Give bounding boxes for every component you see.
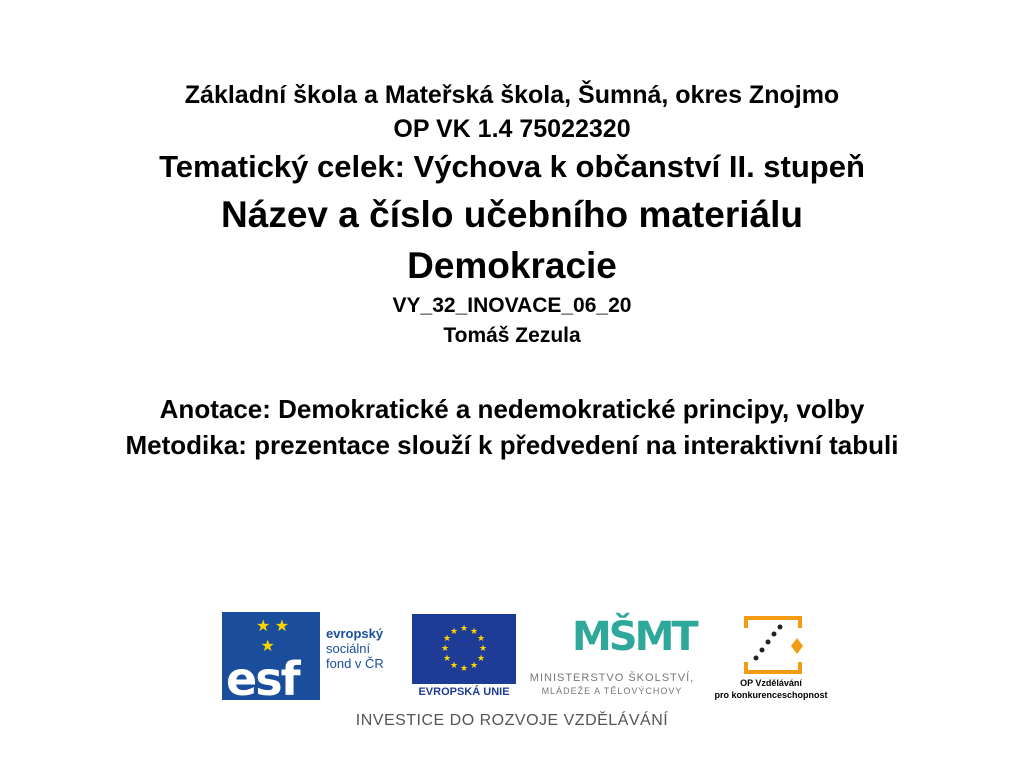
esf-caption — [326, 626, 384, 671]
esf-mark: esf — [226, 652, 299, 706]
theme-line: Tematický celek: Výchova k občanství II. stupeň — [159, 149, 865, 184]
esf-logo — [222, 612, 402, 706]
msmt-mark: MŠMT — [572, 614, 696, 660]
esf-logo-block — [222, 612, 320, 706]
project-number: OP VK 1.4 75022320 — [393, 115, 631, 143]
svg-text:★: ★ — [442, 634, 452, 644]
svg-text:★: ★ — [476, 654, 486, 664]
esf-caption-line3: fond v ČR — [326, 656, 384, 671]
esf-caption-line2: sociální — [326, 641, 371, 656]
msmt-caption-line2: MLÁDEŽE A TĚLOVÝCHOVY — [541, 686, 683, 696]
eu-stars-icon — [412, 614, 516, 684]
eu-label: EVROPSKÁ UNIE — [418, 686, 510, 698]
svg-text:★: ★ — [478, 644, 488, 654]
slide-text-block — [0, 78, 1024, 463]
eu-flag-icon — [412, 614, 516, 684]
svg-text:★: ★ — [442, 654, 452, 664]
material-heading: Název a číslo učebního materiálu — [221, 194, 803, 235]
footer-slogan: INVESTICE DO ROZVOJE VZDĚLÁVÁNÍ — [355, 712, 669, 729]
topic-title: Demokracie — [407, 245, 617, 286]
opvk-emblem-icon — [742, 614, 804, 676]
eu-logo — [412, 614, 516, 700]
svg-text:★: ★ — [476, 634, 486, 644]
msmt-caption-line1: MINISTERSTVO ŠKOLSTVÍ, — [529, 672, 695, 684]
esf-stars-icon: ★ ★ ★ — [256, 618, 290, 655]
svg-text:★: ★ — [459, 664, 469, 674]
svg-text:★: ★ — [440, 644, 450, 654]
svg-text:★: ★ — [449, 627, 459, 637]
school-name: Základní škola a Mateřská škola, Šumná, okres Znojmo — [184, 81, 840, 109]
svg-text:★: ★ — [469, 627, 479, 637]
opvk-logo — [710, 614, 832, 702]
svg-text:★: ★ — [459, 624, 469, 634]
spacer — [0, 351, 1024, 391]
author-name: Tomáš Zezula — [443, 324, 581, 347]
methodology-text: Metodika: prezentace slouží k předvedení na interaktivní tabuli — [125, 430, 899, 460]
svg-text:★: ★ — [469, 661, 479, 671]
opvk-caption-line1: OP Vzdělávání — [740, 678, 802, 688]
opvk-caption-line2: pro konkurenceschopnost — [714, 690, 828, 700]
material-code: VY_32_INOVACE_06_20 — [392, 294, 632, 317]
logo-strip — [222, 612, 832, 706]
msmt-logo — [522, 612, 702, 700]
svg-text:★: ★ — [449, 661, 459, 671]
esf-caption-line1: evropský — [326, 626, 384, 641]
annotation-text: Anotace: Demokratické a nedemokratické principy, volby — [159, 394, 865, 424]
